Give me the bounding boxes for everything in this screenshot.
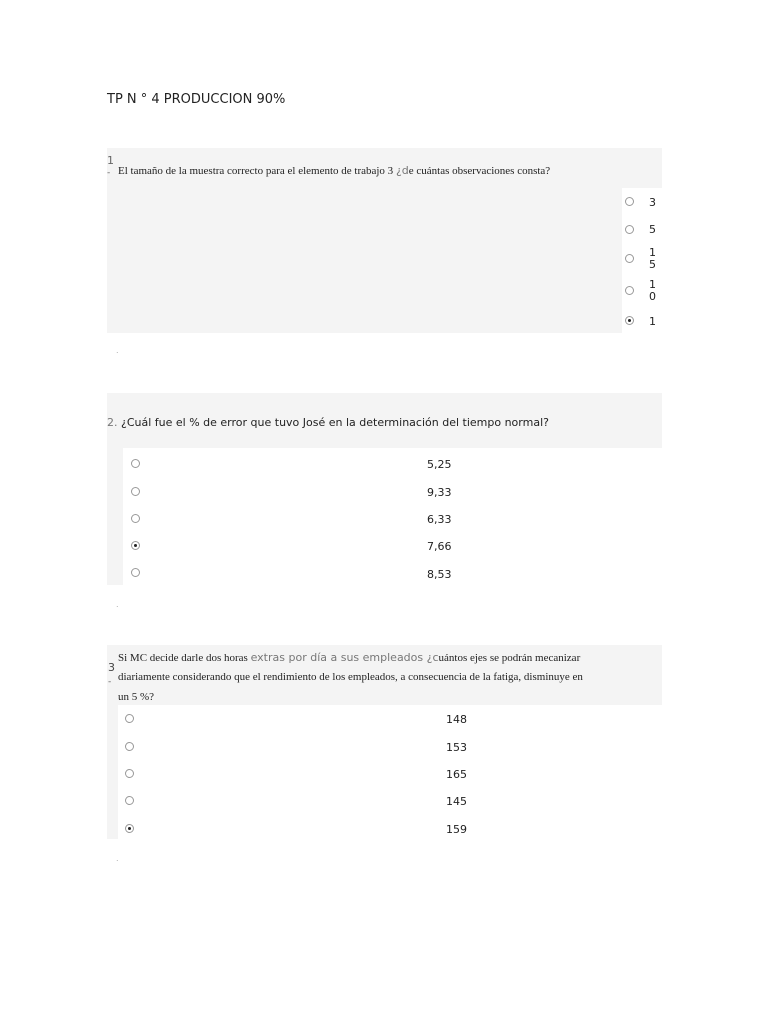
separator-dot-1: . xyxy=(116,346,119,355)
question-3-line1-a: Si MC decide darle dos horas xyxy=(118,652,251,664)
question-3-number: 3 xyxy=(108,661,115,674)
q3-option-radio-1[interactable] xyxy=(125,714,134,723)
q1-option-radio-4[interactable] xyxy=(625,286,634,295)
question-3-line1-b: extras por día a sus empleados ¿c xyxy=(250,651,439,664)
q1-option-label-5: 1 xyxy=(649,315,656,328)
q1-option-label-1: 3 xyxy=(649,196,656,209)
q3-option-label-2: 153 xyxy=(446,741,467,754)
q2-option-label-2: 9,33 xyxy=(427,486,452,499)
q1-option-label-2: 5 xyxy=(649,223,656,236)
q2-option-radio-3[interactable] xyxy=(131,514,140,523)
q2-option-label-1: 5,25 xyxy=(427,458,452,471)
q2-option-label-4: 7,66 xyxy=(427,540,452,553)
question-3-number-suffix: - xyxy=(108,677,112,687)
question-1-text xyxy=(118,164,550,177)
question-3-text-line-1 xyxy=(118,651,580,664)
separator-dot-3: . xyxy=(116,854,119,863)
q3-option-label-5: 159 xyxy=(446,823,467,836)
q3-option-radio-4[interactable] xyxy=(125,796,134,805)
q3-option-label-3: 165 xyxy=(446,768,467,781)
question-2-options-strip xyxy=(107,448,123,585)
separator-dot-2: . xyxy=(116,600,119,609)
q2-option-radio-5[interactable] xyxy=(131,568,140,577)
q3-option-label-1: 148 xyxy=(446,713,467,726)
q1-option-radio-2[interactable] xyxy=(625,225,634,234)
question-3-line1-c: uántos ejes se podrán mecanizar xyxy=(438,652,581,664)
question-1-text-highlight: ¿d xyxy=(395,164,409,177)
q3-option-radio-5[interactable] xyxy=(125,824,134,833)
q2-option-radio-4[interactable] xyxy=(131,541,140,550)
question-1-number: 1 xyxy=(107,154,114,167)
q2-option-radio-2[interactable] xyxy=(131,487,140,496)
question-3-text-line-3: un 5 %? xyxy=(118,691,155,703)
q3-option-label-4: 145 xyxy=(446,795,467,808)
q1-option-radio-5[interactable] xyxy=(625,316,634,325)
question-1-text-tail: e cuántas observaciones consta? xyxy=(408,165,551,177)
question-1-text-main: El tamaño de la muestra correcto para el elemento de trabajo 3 xyxy=(118,165,396,177)
question-1-number-suffix: - xyxy=(107,168,111,178)
q1-option-label-4: 10 xyxy=(649,278,656,303)
q3-option-radio-3[interactable] xyxy=(125,769,134,778)
question-3-options-strip xyxy=(107,705,118,839)
q2-option-radio-1[interactable] xyxy=(131,459,140,468)
q2-option-label-5: 8,53 xyxy=(427,568,452,581)
q1-option-radio-1[interactable] xyxy=(625,197,634,206)
q1-option-radio-3[interactable] xyxy=(625,254,634,263)
question-2-prefix: 2. xyxy=(107,416,118,429)
question-2-text xyxy=(107,416,549,429)
q2-option-label-3: 6,33 xyxy=(427,513,452,526)
q1-option-label-3: 15 xyxy=(649,246,656,271)
page-title: TP N ° 4 PRODUCCION 90% xyxy=(107,92,286,107)
q3-option-radio-2[interactable] xyxy=(125,742,134,751)
question-3-text-line-2: diariamente considerando que el rendimiento de los empleados, a consecuencia de la fatiga, disminuye en xyxy=(118,671,583,683)
question-2-question: ¿Cuál fue el % de error que tuvo José en la determinación del tiempo normal? xyxy=(117,416,549,429)
